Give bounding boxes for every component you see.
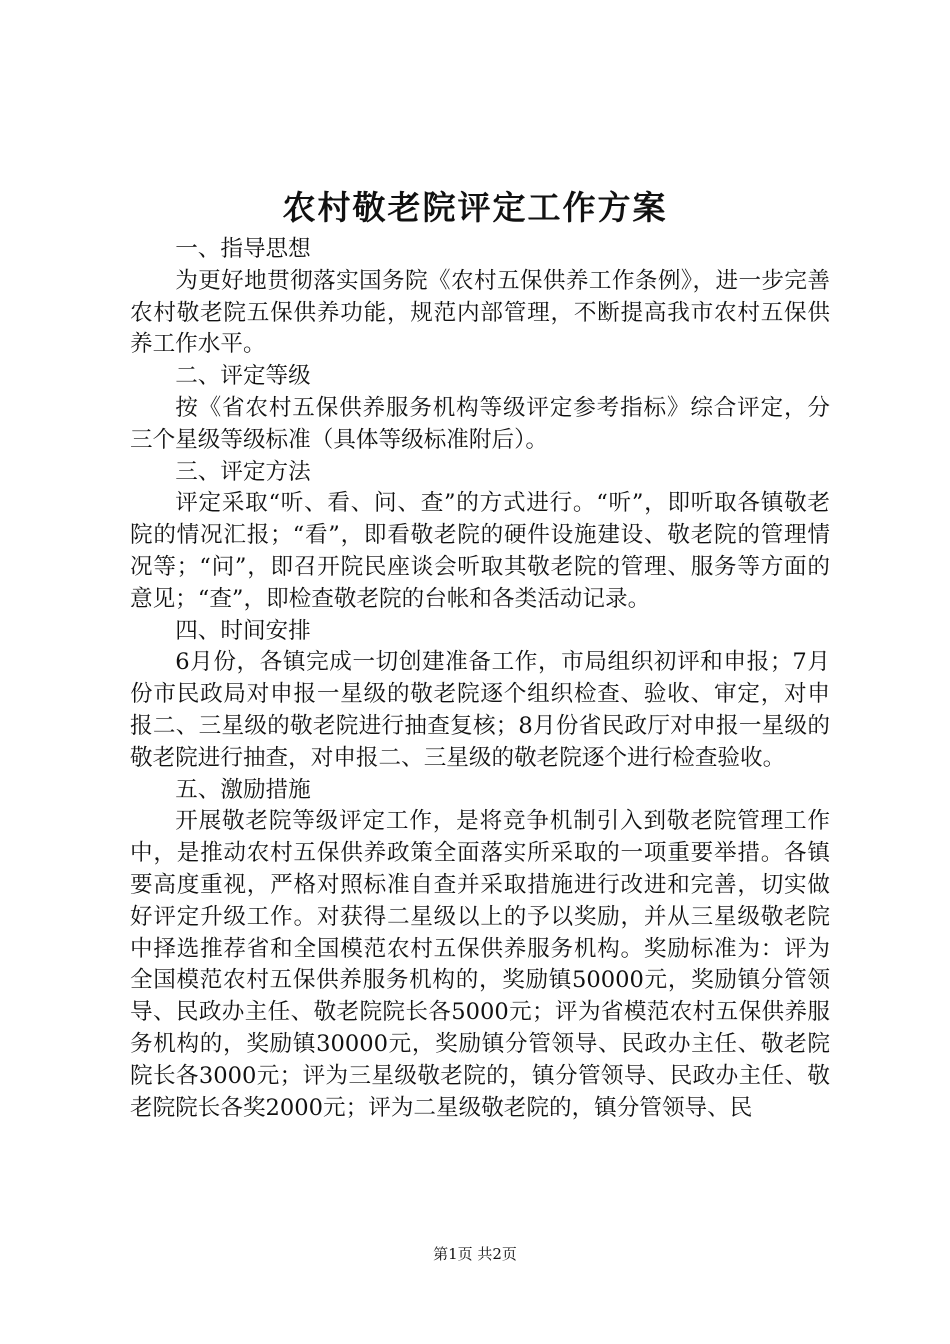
page-number-footer: 第1页 共2页 xyxy=(433,1245,517,1263)
document-body xyxy=(130,234,830,1124)
section-heading-rating-levels: 二、评定等级 xyxy=(175,363,311,390)
paragraph-guiding-ideology: 为更好地贯彻落实国务院《农村五保供养工作条例》，进一步完善农村敬老院五保供养功能，规范内部管理，不断提高我市农村五保供养工作水平。 xyxy=(130,267,830,358)
section-heading-schedule: 四、时间安排 xyxy=(175,617,311,644)
document-title: 农村敬老院评定工作方案 xyxy=(282,188,668,227)
paragraph-schedule: 6月份，各镇完成一切创建准备工作，市局组织初评和申报；7月份市民政局对申报一星级的敬老院逐个组织检查、验收、审定，对申报二、三星级的敬老院进行抽查复核；8月份省民政厅对申报一星级的敬老院进行抽查，对申报二、三星级的敬老院逐个进行检查验收。 xyxy=(130,649,830,771)
section-heading-guiding-ideology: 一、指导思想 xyxy=(175,236,311,262)
section-heading-incentives: 五、激励措施 xyxy=(175,776,311,803)
paragraph-rating-levels: 按《省农村五保供养服务机构等级评定参考指标》综合评定，分三个星级等级标准（具体等级标准附后）。 xyxy=(130,394,830,453)
paragraph-incentives: 开展敬老院等级评定工作，是将竞争机制引入到敬老院管理工作中，是推动农村五保供养政策全面落实所采取的一项重要举措。各镇要高度重视，严格对照标准自查并采取措施进行改进和完善，切实做好评定升级工作。对获得二星级以上的予以奖励，并从三星级敬老院中择选推荐省和全国模范农村五保供养服务机构。奖励标准为：评为全国模范农村五保供养服务机构的，奖励镇50000元，奖励镇分管领导、民政办主任、敬老院院长各5000元；评为省模范农村五保供养服务机构的，奖励镇30000元，奖励镇分管领导、民政办主任、敬老院院长各3000元；评为三星级敬老院的，镇分管领导、民政办主任、敬老院院长各奖2000元；评为二星级敬老院的，镇分管领导、民 xyxy=(130,808,830,1121)
section-heading-rating-method: 三、评定方法 xyxy=(175,458,311,485)
paragraph-rating-method: 评定采取“听、看、问、查”的方式进行。“听”，即听取各镇敬老院的情况汇报；“看”，即看敬老院的硬件设施建设、敬老院的管理情况等；“问”，即召开院民座谈会听取其敬老院的管理、服务等方面的意见；“查”，即检查敬老院的台帐和各类活动记录。 xyxy=(130,490,830,612)
